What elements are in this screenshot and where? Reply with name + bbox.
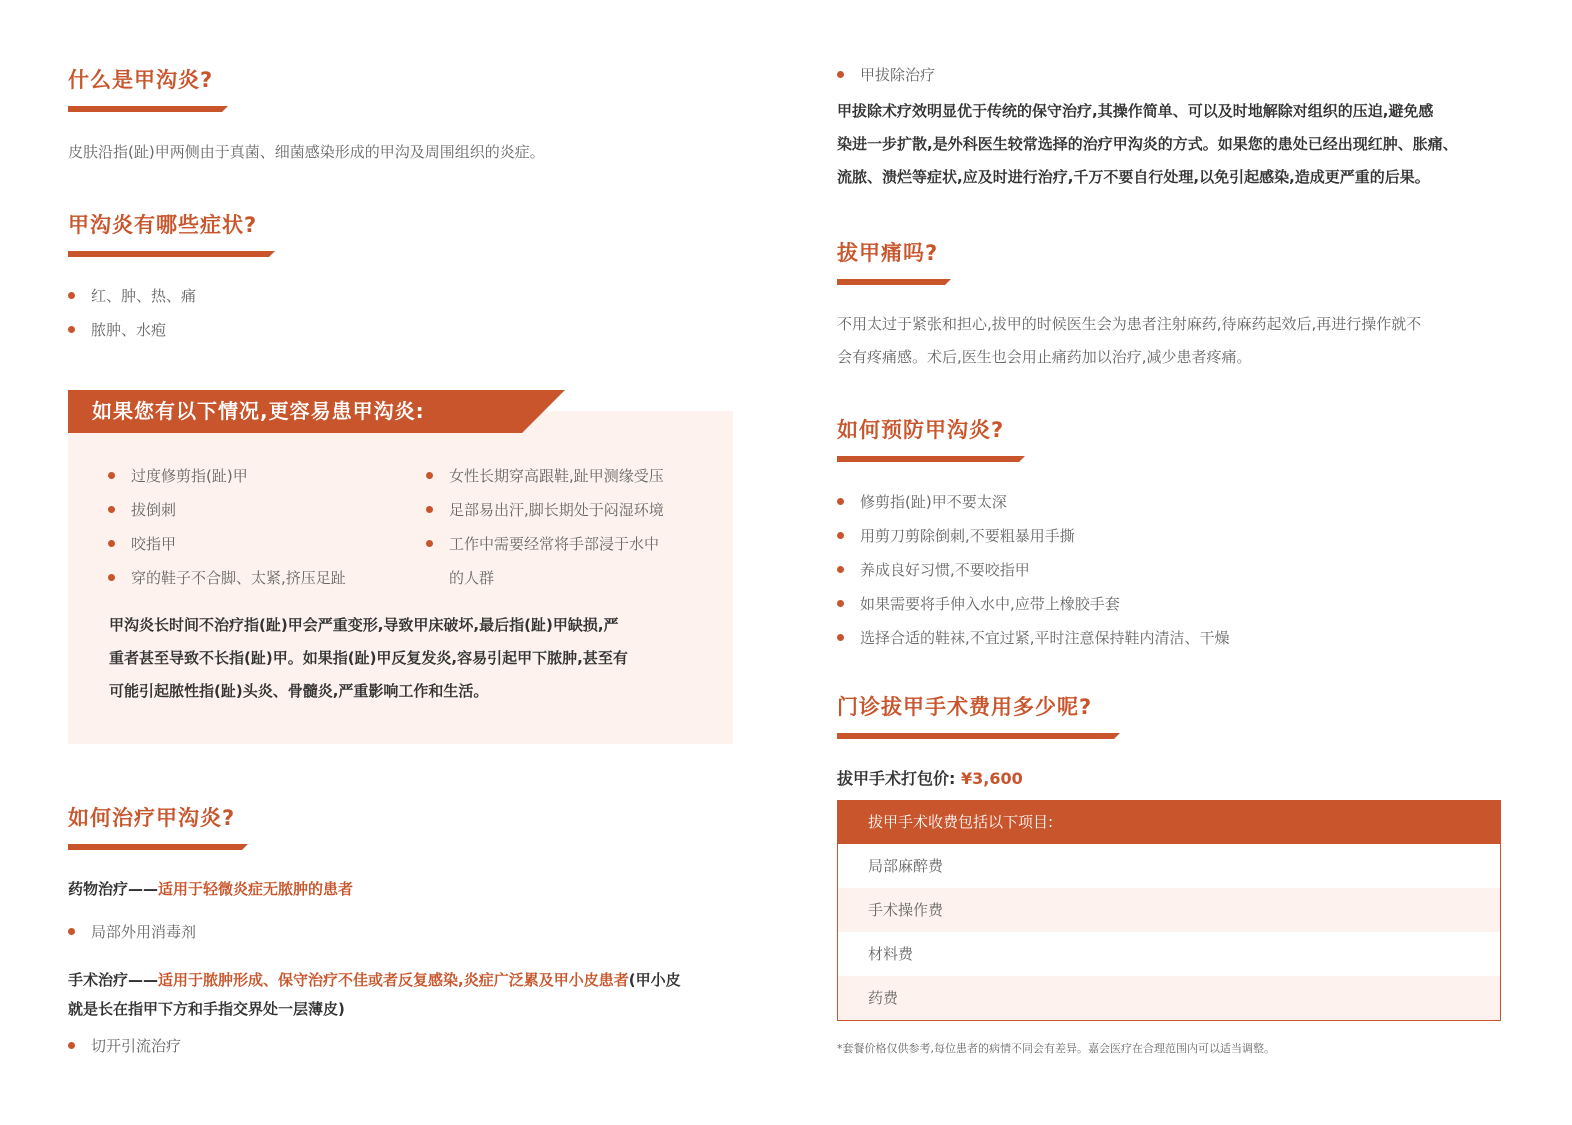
symptoms-list	[68, 279, 196, 347]
prevent-title: 如何预防甲沟炎?	[837, 418, 1005, 442]
prevent-list	[837, 485, 1230, 655]
bullet-icon	[68, 1042, 75, 1049]
surgery-list	[68, 1029, 181, 1063]
title-underline	[68, 844, 242, 850]
bullet-icon	[108, 506, 115, 513]
list-item: 工作中需要经常将手部浸于水中	[426, 527, 664, 561]
list-item: 用剪刀剪除倒刺,不要粗暴用手撕	[837, 519, 1230, 553]
risk-banner: 如果您有以下情况,更容易患甲沟炎:	[68, 390, 498, 433]
list-item: 穿的鞋子不合脚、太紧,挤压足趾	[108, 561, 346, 595]
title-underline	[837, 733, 1114, 739]
list-item: 局部外用消毒剂	[68, 915, 196, 949]
bullet-icon	[108, 540, 115, 547]
extraction-desc-line: 甲拔除术疗效明显优于传统的保守治疗,其操作简单、可以及时地解除对组织的压迫,避免感	[837, 102, 1434, 120]
table-row: 局部麻醉费	[868, 857, 944, 875]
pain-title: 拔甲痛吗?	[837, 241, 939, 265]
price-value: ¥3,600	[960, 769, 1023, 788]
list-item-continuation: 的人群	[449, 569, 495, 587]
table-row: 药费	[838, 976, 1500, 1020]
bullet-icon	[837, 498, 844, 505]
title-underline	[68, 106, 222, 112]
extraction-list	[837, 58, 935, 92]
list-item: 过度修剪指(趾)甲	[108, 459, 346, 493]
pain-desc-line: 会有疼痛感。术后,医生也会用止痛药加以治疗,减少患者疼痛。	[837, 348, 1252, 366]
bullet-icon	[837, 600, 844, 607]
drug-list	[68, 915, 196, 949]
treatment-title: 如何治疗甲沟炎?	[68, 806, 236, 830]
list-item: 咬指甲	[108, 527, 346, 561]
risk-warning-line: 可能引起脓性指(趾)头炎、骨髓炎,严重影响工作和生活。	[109, 682, 489, 700]
risk-warning-line: 甲沟炎长时间不治疗指(趾)甲会严重变形,导致甲床破坏,最后指(趾)甲缺损,严	[109, 616, 619, 634]
fee-table-header: 拔甲手术收费包括以下项目:	[838, 801, 1500, 844]
list-item: 选择合适的鞋袜,不宜过紧,平时注意保持鞋内清洁、干燥	[837, 621, 1230, 655]
bullet-icon	[837, 634, 844, 641]
bullet-icon	[108, 574, 115, 581]
bullet-icon	[426, 540, 433, 547]
banner-tab-icon	[497, 390, 565, 433]
list-item: 切开引流治疗	[68, 1029, 181, 1063]
bullet-icon	[426, 472, 433, 479]
list-item: 修剪指(趾)甲不要太深	[837, 485, 1230, 519]
list-item: 脓肿、水疱	[68, 313, 196, 347]
risk-list-2	[426, 459, 664, 595]
extraction-desc-line: 染进一步扩散,是外科医生较常选择的治疗甲沟炎的方式。如果您的患处已经出现红肿、胀痛、	[837, 135, 1458, 153]
bullet-icon	[837, 566, 844, 573]
fee-table	[837, 800, 1501, 1021]
title-underline	[837, 456, 1019, 462]
list-item: 红、肿、热、痛	[68, 279, 196, 313]
list-item: 拔倒刺	[108, 493, 346, 527]
drug-treatment-line: 药物治疗——适用于轻微炎症无脓肿的患者	[68, 880, 354, 898]
title-underline	[68, 251, 269, 257]
bullet-icon	[837, 71, 844, 78]
list-item: 足部易出汗,脚长期处于闷湿环境	[426, 493, 664, 527]
list-item: 养成良好习惯,不要咬指甲	[837, 553, 1230, 587]
table-row: 材料费	[868, 945, 914, 963]
list-item: 如果需要将手伸入水中,应带上橡胶手套	[837, 587, 1230, 621]
bullet-icon	[68, 326, 75, 333]
risk-warning-line: 重者甚至导致不长指(趾)甲。如果指(趾)甲反复发炎,容易引起甲下脓肿,甚至有	[109, 649, 628, 667]
price-label: 拔甲手术打包价: ¥3,600	[837, 769, 1023, 788]
surgery-treatment-line-2: 就是长在指甲下方和手指交界处一层薄皮)	[68, 1000, 345, 1018]
symptoms-title: 甲沟炎有哪些症状?	[68, 213, 258, 237]
table-row: 手术操作费	[838, 888, 1500, 932]
bullet-icon	[837, 532, 844, 539]
bullet-icon	[68, 928, 75, 935]
risk-list-1	[108, 459, 346, 595]
surgery-treatment-line: 手术治疗——适用于脓肿形成、保守治疗不佳或者反复感染,炎症广泛累及甲小皮患者(甲小皮	[68, 971, 681, 989]
cost-title: 门诊拔甲手术费用多少呢?	[837, 695, 1093, 719]
bullet-icon	[108, 472, 115, 479]
what-is-title: 什么是甲沟炎?	[68, 68, 214, 92]
what-is-desc: 皮肤沿指(趾)甲两侧由于真菌、细菌感染形成的甲沟及周围组织的炎症。	[68, 143, 545, 161]
list-item: 甲拔除治疗	[837, 58, 935, 92]
title-underline	[837, 279, 945, 285]
list-item: 女性长期穿高跟鞋,趾甲测缘受压	[426, 459, 664, 493]
bullet-icon	[426, 506, 433, 513]
extraction-desc-line: 流脓、溃烂等症状,应及时进行治疗,千万不要自行处理,以免引起感染,造成更严重的后果。	[837, 168, 1430, 186]
price-footnote: *套餐价格仅供参考,每位患者的病情不同会有差异。嘉会医疗在合理范围内可以适当调整。	[837, 1042, 1275, 1055]
bullet-icon	[68, 292, 75, 299]
pain-desc-line: 不用太过于紧张和担心,拔甲的时候医生会为患者注射麻药,待麻药起效后,再进行操作就不	[837, 315, 1422, 333]
